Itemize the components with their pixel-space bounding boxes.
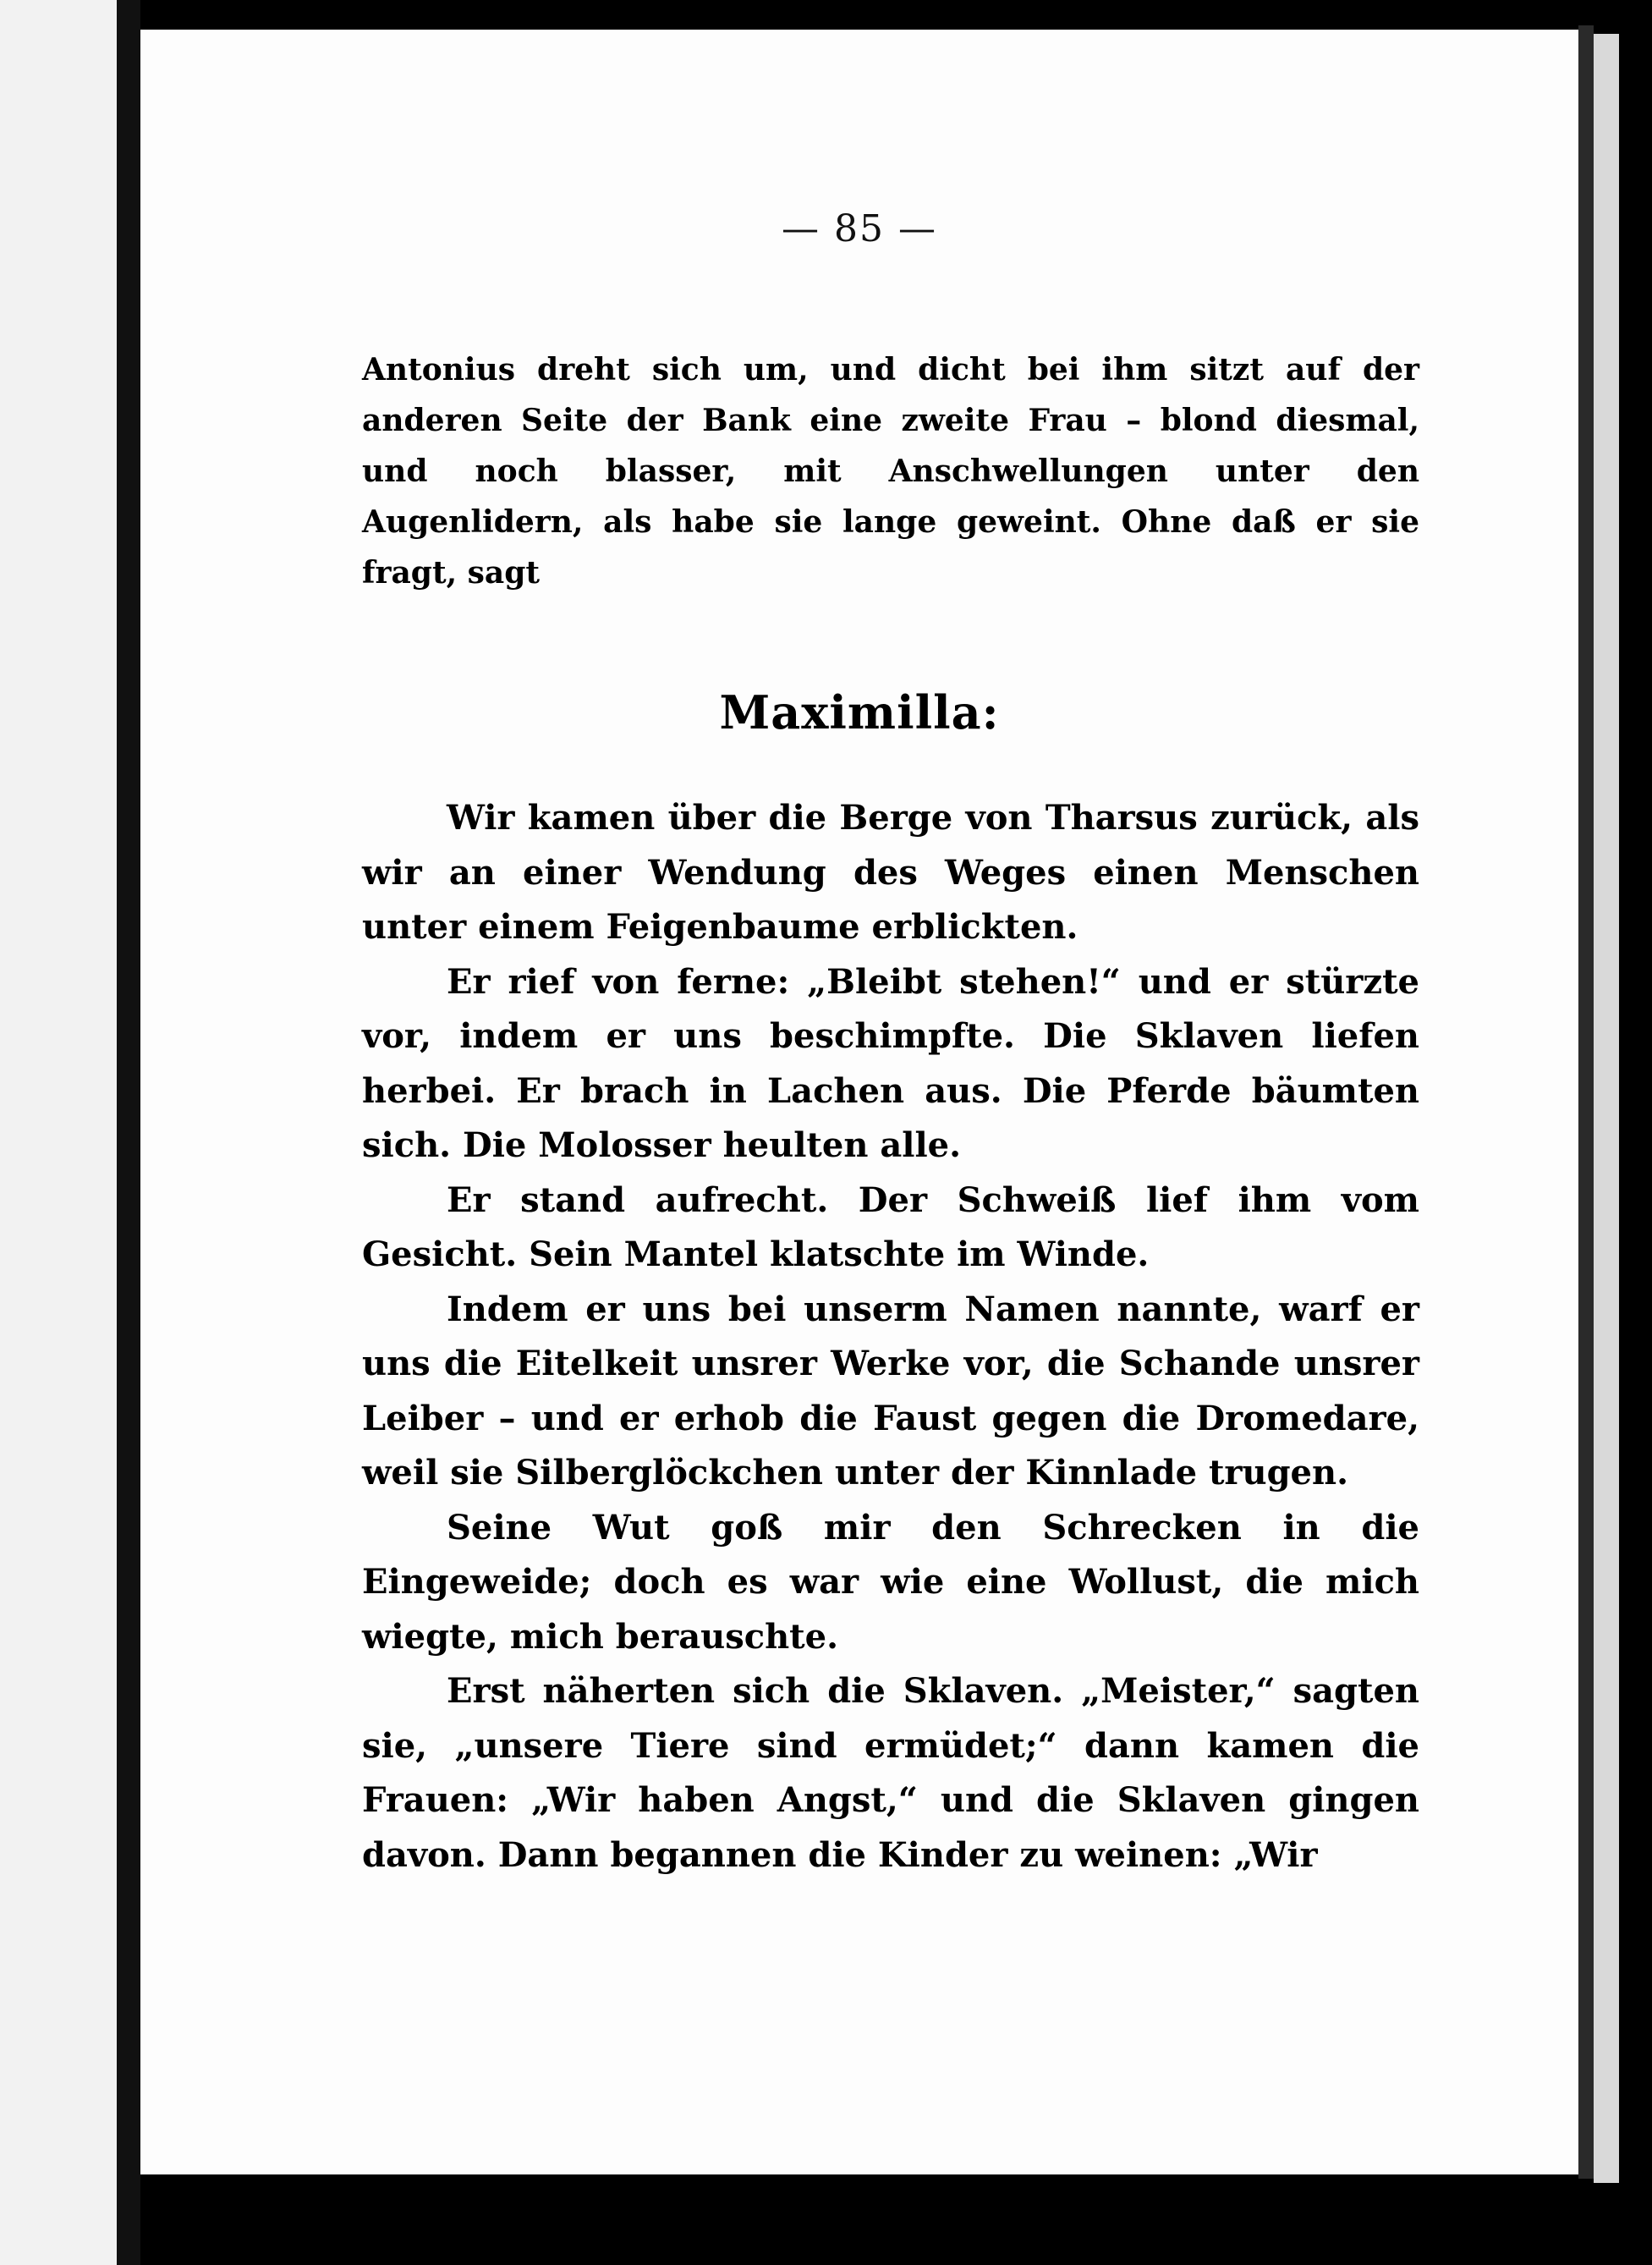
book-page	[140, 30, 1578, 2174]
page-stack-edge	[1594, 34, 1619, 2183]
page-number: — 85 —	[782, 207, 937, 250]
paragraph: Seine Wut goß mir den Schrecken in die Eingeweide; doch es war wie eine Wollust, die mich wiegte, mich berauschte.	[362, 1507, 1419, 1657]
book-gutter	[117, 0, 140, 2265]
paragraph: Wir kamen über die Berge von Tharsus zurück, als wir an einer Wendung des Weges einen Menschen unter einem Feigenbaume erblickten.	[362, 798, 1419, 947]
paragraph: Indem er uns bei unserm Namen nannte, warf er uns die Eitelkeit unsrer Werke vor, die Schande unsrer Leiber – und er erhob die Faust gegen die Dromedare, weil sie Silberglöckchen unter der Kinnlade trugen.	[362, 1289, 1419, 1493]
paragraph: Erst näherten sich die Sklaven. „Meister,“ sagten sie, „unsere Tiere sind ermüdet;“ dann kamen die Frauen: „Wir haben Angst,“ und die Sklaven gingen davon. Dann begannen die Kinder zu weinen: „Wir	[362, 1671, 1419, 1875]
speaker-heading: Maximilla:	[719, 685, 1000, 739]
speech-text	[362, 791, 1419, 1883]
intro-paragraph: Antonius dreht sich um, und dicht bei ihm sitzt auf der anderen Seite der Bank eine zweite Frau – blond diesmal, und noch blasser, mit Anschwellungen unter den Augenlidern, als habe sie lange geweint. Ohne daß er sie fragt, sagt	[362, 352, 1419, 591]
page-shadow	[1578, 25, 1594, 2179]
facing-page-edge	[0, 0, 117, 2265]
paragraph: Er rief von ferne: „Bleibt stehen!“ und er stürzte vor, indem er uns beschimpfte. Die Sklaven liefen herbei. Er brach in Lachen aus. Die Pferde bäumten sich. Die Molosser heulten alle.	[362, 961, 1419, 1165]
paragraph: Er stand aufrecht. Der Schweiß lief ihm vom Gesicht. Sein Mantel klatschte im Winde.	[362, 1179, 1419, 1274]
